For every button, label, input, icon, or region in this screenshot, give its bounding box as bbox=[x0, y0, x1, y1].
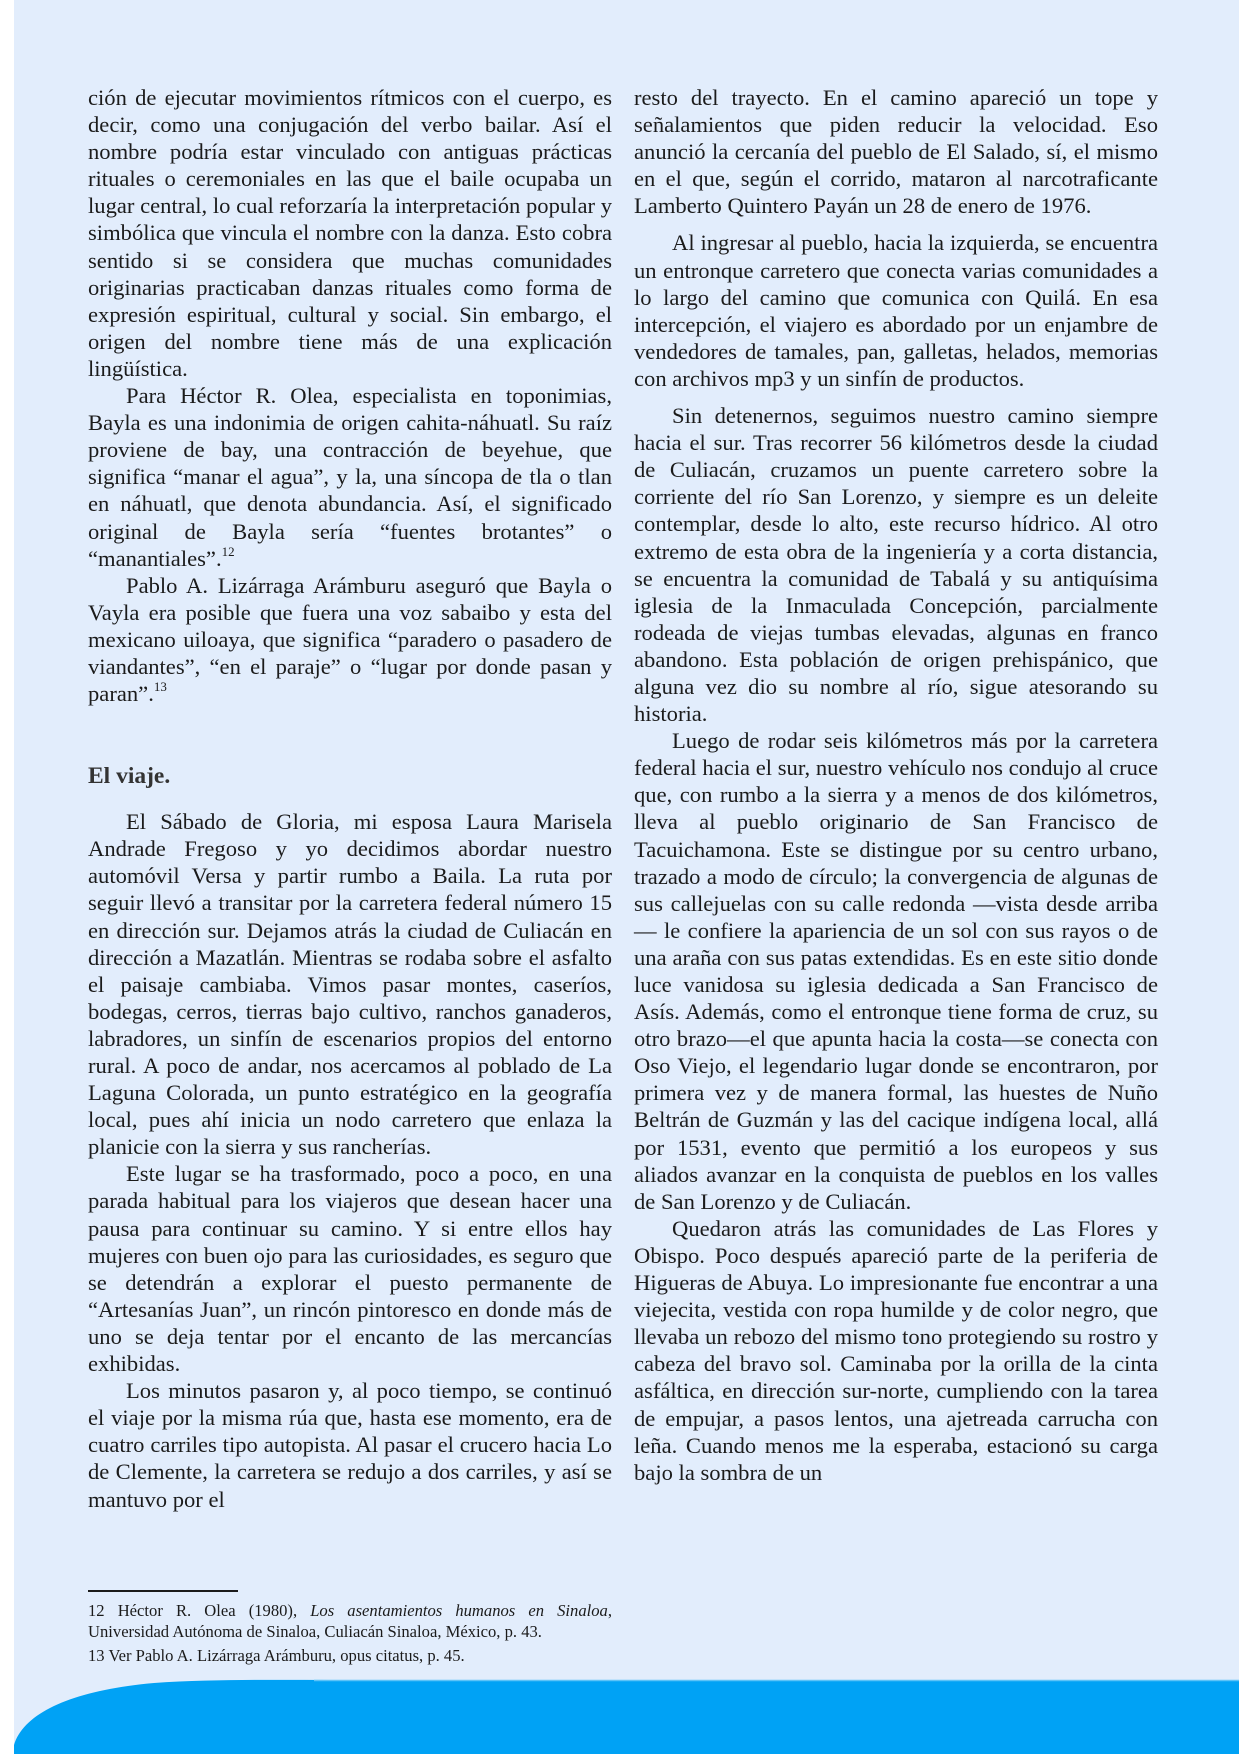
section-heading: El viaje. bbox=[88, 763, 171, 790]
paragraph-text: Pablo A. Lizárraga Arámburu aseguró que Bayla o Vayla era posible que fuera una voz sabaibo y esta del mexicano uiloaya, que significa “paradero o pasadero de viandantes”, “en el paraje” o “lugar por donde pasan y paran”. bbox=[88, 572, 612, 707]
paragraph: Al ingresar al pueblo, hacia la izquierda, se encuentra un entronque carretero que conecta varias comunidades a lo largo del camino que comunica con Quilá. En esa intercepción, el viajero es abordado por un enjambre de vendedores de tamales, pan, galletas, helados, memorias con archivos mp3 y un sinfín de productos. bbox=[634, 230, 1158, 391]
paragraph: El Sábado de Gloria, mi esposa Laura Marisela Andrade Fregoso y yo decidimos abordar nuestro automóvil Versa y partir rumbo a Baila. La ruta por seguir llevó a transitar por la carretera federal número 15 en dirección sur. Dejamos atrás la ciudad de Culiacán en dirección a Mazatlán. Mientras se rodaba sobre el asfalto el paisaje cambiaba. Vimos pasar montes, caseríos, bodegas, cerros, tierras bajo cultivo, ranchos ganaderos, labradores, un sinfín de escenarios propios del entorno rural. A poco de andar, nos acercamos al poblado de La Laguna Colorada, un punto estratégico en la geografía local, pues ahí inicia un nodo carretero que enlaza la planicie con la sierra y sus rancherías. bbox=[88, 809, 612, 1160]
footnote-text: , Universidad Autónoma de Sinaloa, Culiacán Sinaloa, México, p. 43. bbox=[88, 1601, 612, 1641]
footnote-12 bbox=[88, 1600, 612, 1642]
footnote-separator bbox=[88, 1590, 238, 1592]
right-column bbox=[634, 84, 1158, 1486]
paragraph: Luego de rodar seis kilómetros más por la carretera federal hacia el sur, nuestro vehículo nos condujo al cruce que, con rumbo a la sierra y a menos de dos kilómetros, lleva al pueblo originario de San Francisco de Tacuichamona. Este se distingue por su centro urbano, trazado a modo de círculo; la convergencia de algunas de sus callejuelas con su calle redonda —vista desde arriba — le confiere la apariencia de un sol con sus rayos o de una araña con sus patas extendidas. Es en este sitio donde luce vanidosa su iglesia dedicada a San Francisco de Asís. Además, como el entronque tiene forma de cruz, su otro brazo—el que apunta hacia la costa—se conecta con Oso Viejo, el legendario lugar donde se encontraron, por primera vez y de manera formal, las huestes de Nuño Beltrán de Guzmán y las del cacique indígena local, allá por 1531, evento que permitió a los europeos y sus aliados avanzar en la conquista de pueblos en los valles de San Lorenzo y de Culiacán. bbox=[634, 728, 1158, 1214]
paragraph: resto del trayecto. En el camino apareció un tope y señalamientos que piden reducir la velocidad. Eso anunció la cercanía del pueblo de El Salado, sí, el mismo en el que, según el corrido, mataron al narcotraficante Lamberto Quintero Payán un 28 de enero de 1976. bbox=[634, 85, 1158, 219]
footnotes bbox=[88, 1590, 612, 1669]
footnote-text: Ver Pablo A. Lizárraga Arámburu, opus citatus, p. 45. bbox=[108, 1646, 465, 1665]
footnote-number: 12 bbox=[88, 1601, 105, 1620]
footnote-book-title: Los asentamientos humanos en Sinaloa bbox=[310, 1601, 608, 1620]
footnote-ref-13[interactable]: 13 bbox=[153, 679, 167, 695]
footnote-number: 13 bbox=[88, 1646, 105, 1665]
paragraph: Sin detenernos, seguimos nuestro camino siempre hacia el sur. Tras recorrer 56 kilómetros desde la ciudad de Culiacán, cruzamos un puente carretero sobre la corriente del río San Lorenzo, y siempre es un deleite contemplar, desde lo alto, este recurso hídrico. Al otro extremo de esta obra de la ingeniería y a corta distancia, se encuentra la comunidad de Tabalá y su antiquísima iglesia de la Inmaculada Concepción, parcialmente rodeada de viejas tumbas elevadas, algunas en franco abandono. Esta población de origen prehispánico, que alguna vez dio su nombre al río, sigue atesorando su historia. bbox=[634, 403, 1158, 727]
paragraph bbox=[88, 572, 612, 707]
left-column bbox=[88, 84, 612, 1513]
footnote-text: Héctor R. Olea (1980), bbox=[117, 1601, 311, 1620]
footnote-13 bbox=[88, 1645, 612, 1666]
paragraph-text: Para Héctor R. Olea, especialista en toponimias, Bayla es una indonimia de origen cahita-náhuatl. Su raíz proviene de bay, una contracción de beyehue, que significa “manar el agua”, y la, una síncopa de tla o tlan en náhuatl, que denota abundancia. Así, el significado original de Bayla sería “fuentes brotantes” o “manantiales”. bbox=[88, 383, 612, 571]
paragraph: Los minutos pasaron y, al poco tiempo, se continuó el viaje por la misma rúa que, hasta ese momento, era de cuatro carriles tipo autopista. Al pasar el crucero hacia Lo de Clemente, la carretera se redujo a dos carriles, y así se mantuvo por el bbox=[88, 1378, 612, 1512]
footnote-ref-12[interactable]: 12 bbox=[221, 543, 235, 559]
paragraph bbox=[88, 382, 612, 572]
paragraph: ción de ejecutar movimientos rítmicos con el cuerpo, es decir, como una conjugación del verbo bailar. Así el nombre podría estar vinculado con antiguas prácticas rituales o ceremoniales en las que el baile ocupaba un lugar central, lo cual reforzaría la interpretación popular y simbólica que vincula el nombre con la danza. Esto cobra sentido si se considera que muchas comunidades originarias practicaban danzas rituales como forma de expresión espiritual, cultural y social. Sin embargo, el origen del nombre tiene más de una explicación lingüística. bbox=[88, 85, 612, 381]
paragraph: Este lugar se ha trasformado, poco a poco, en una parada habitual para los viajeros que desean hacer una pausa para continuar su camino. Y si entre ellos hay mujeres con buen ojo para las curiosidades, es seguro que se detendrán a explorar el puesto permanente de “Artesanías Juan”, un rincón pintoresco en donde más de uno se deja tentar por el encanto de las mercancías exhibidas. bbox=[88, 1161, 612, 1377]
paragraph: Quedaron atrás las comunidades de Las Flores y Obispo. Poco después apareció parte de la periferia de Higueras de Abuya. Lo impresionante fue encontrar a una viejecita, vestida con ropa humilde y de color negro, que llevaba un rebozo del mismo tono protegiendo su rostro y cabeza del bravo sol. Caminaba por la orilla de la cinta asfáltica, en dirección sur-norte, cumpliendo con la tarea de empujar, a pasos lentos, una ajetreada carrucha con leña. Cuando menos me la esperaba, estacionó su carga bajo la sombra de un bbox=[634, 1215, 1158, 1485]
